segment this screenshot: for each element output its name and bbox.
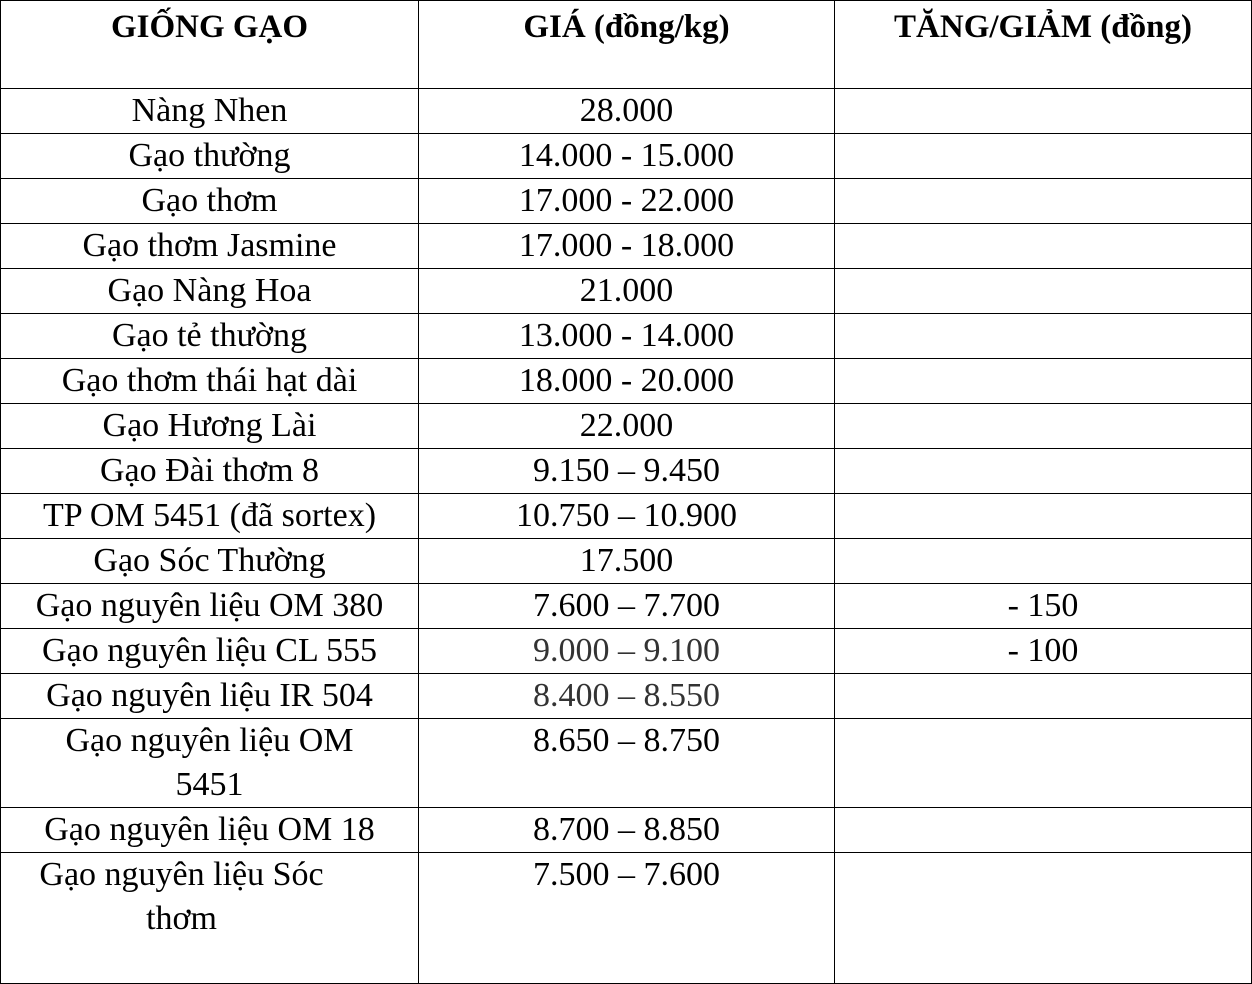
table-row <box>1 314 1252 359</box>
cell-variety: Gạo nguyên liệu IR 504 <box>1 674 419 719</box>
cell-variety: Gạo tẻ thường <box>1 314 419 359</box>
header-change: TĂNG/GIẢM (đồng) <box>835 1 1252 89</box>
table-row <box>1 449 1252 494</box>
cell-variety: Gạo Sóc Thường <box>1 539 419 584</box>
cell-price: 14.000 - 15.000 <box>419 134 835 179</box>
cell-change <box>835 179 1252 224</box>
cell-price: 28.000 <box>419 89 835 134</box>
cell-price: 7.600 – 7.700 <box>419 584 835 629</box>
cell-change: - 100 <box>835 629 1252 674</box>
cell-change <box>835 449 1252 494</box>
table-row <box>1 853 1252 984</box>
table-row <box>1 629 1252 674</box>
table-row <box>1 584 1252 629</box>
cell-price: 9.000 – 9.100 <box>419 629 835 674</box>
cell-price: 17.000 - 18.000 <box>419 224 835 269</box>
cell-variety: TP OM 5451 (đã sortex) <box>1 494 419 539</box>
cell-change <box>835 539 1252 584</box>
cell-price: 17.000 - 22.000 <box>419 179 835 224</box>
table-header-row <box>1 1 1252 89</box>
cell-price: 9.150 – 9.450 <box>419 449 835 494</box>
cell-change <box>835 269 1252 314</box>
table-row <box>1 359 1252 404</box>
cell-price: 17.500 <box>419 539 835 584</box>
cell-variety: Gạo nguyên liệu CL 555 <box>1 629 419 674</box>
cell-change <box>835 89 1252 134</box>
table-row <box>1 269 1252 314</box>
table-row <box>1 674 1252 719</box>
cell-price: 21.000 <box>419 269 835 314</box>
cell-change <box>835 494 1252 539</box>
cell-change <box>835 674 1252 719</box>
table-row <box>1 539 1252 584</box>
cell-variety: Gạo thơm <box>1 179 419 224</box>
table-row <box>1 719 1252 808</box>
cell-variety: Gạo nguyên liệu OM 5451 <box>1 719 419 808</box>
cell-variety: Gạo nguyên liệu OM 18 <box>1 808 419 853</box>
cell-price: 8.700 – 8.850 <box>419 808 835 853</box>
cell-change <box>835 719 1252 808</box>
cell-variety: Gạo nguyên liệu OM 380 <box>1 584 419 629</box>
cell-change <box>835 314 1252 359</box>
table-row <box>1 404 1252 449</box>
cell-change <box>835 808 1252 853</box>
cell-variety: Gạo Đài thơm 8 <box>1 449 419 494</box>
cell-variety: Gạo Hương Lài <box>1 404 419 449</box>
cell-price: 18.000 - 20.000 <box>419 359 835 404</box>
table-row <box>1 89 1252 134</box>
cell-change <box>835 224 1252 269</box>
cell-price: 8.400 – 8.550 <box>419 674 835 719</box>
header-variety: GIỐNG GẠO <box>1 1 419 89</box>
cell-variety: Gạo thơm Jasmine <box>1 224 419 269</box>
cell-change: - 150 <box>835 584 1252 629</box>
cell-change <box>835 404 1252 449</box>
table-row <box>1 134 1252 179</box>
cell-price: 8.650 – 8.750 <box>419 719 835 808</box>
cell-price: 22.000 <box>419 404 835 449</box>
cell-price: 7.500 – 7.600 <box>419 853 835 984</box>
cell-variety: Gạo thơm thái hạt dài <box>1 359 419 404</box>
cell-price: 13.000 - 14.000 <box>419 314 835 359</box>
cell-change <box>835 134 1252 179</box>
header-price: GIÁ (đồng/kg) <box>419 1 835 89</box>
cell-price: 10.750 – 10.900 <box>419 494 835 539</box>
table-row <box>1 494 1252 539</box>
cell-change <box>835 359 1252 404</box>
cell-variety: Gạo nguyên liệu Sóc thơm <box>1 853 419 984</box>
table-row <box>1 224 1252 269</box>
cell-variety: Nàng Nhen <box>1 89 419 134</box>
cell-change <box>835 853 1252 984</box>
cell-variety: Gạo Nàng Hoa <box>1 269 419 314</box>
table-row <box>1 179 1252 224</box>
cell-variety: Gạo thường <box>1 134 419 179</box>
table-row <box>1 808 1252 853</box>
